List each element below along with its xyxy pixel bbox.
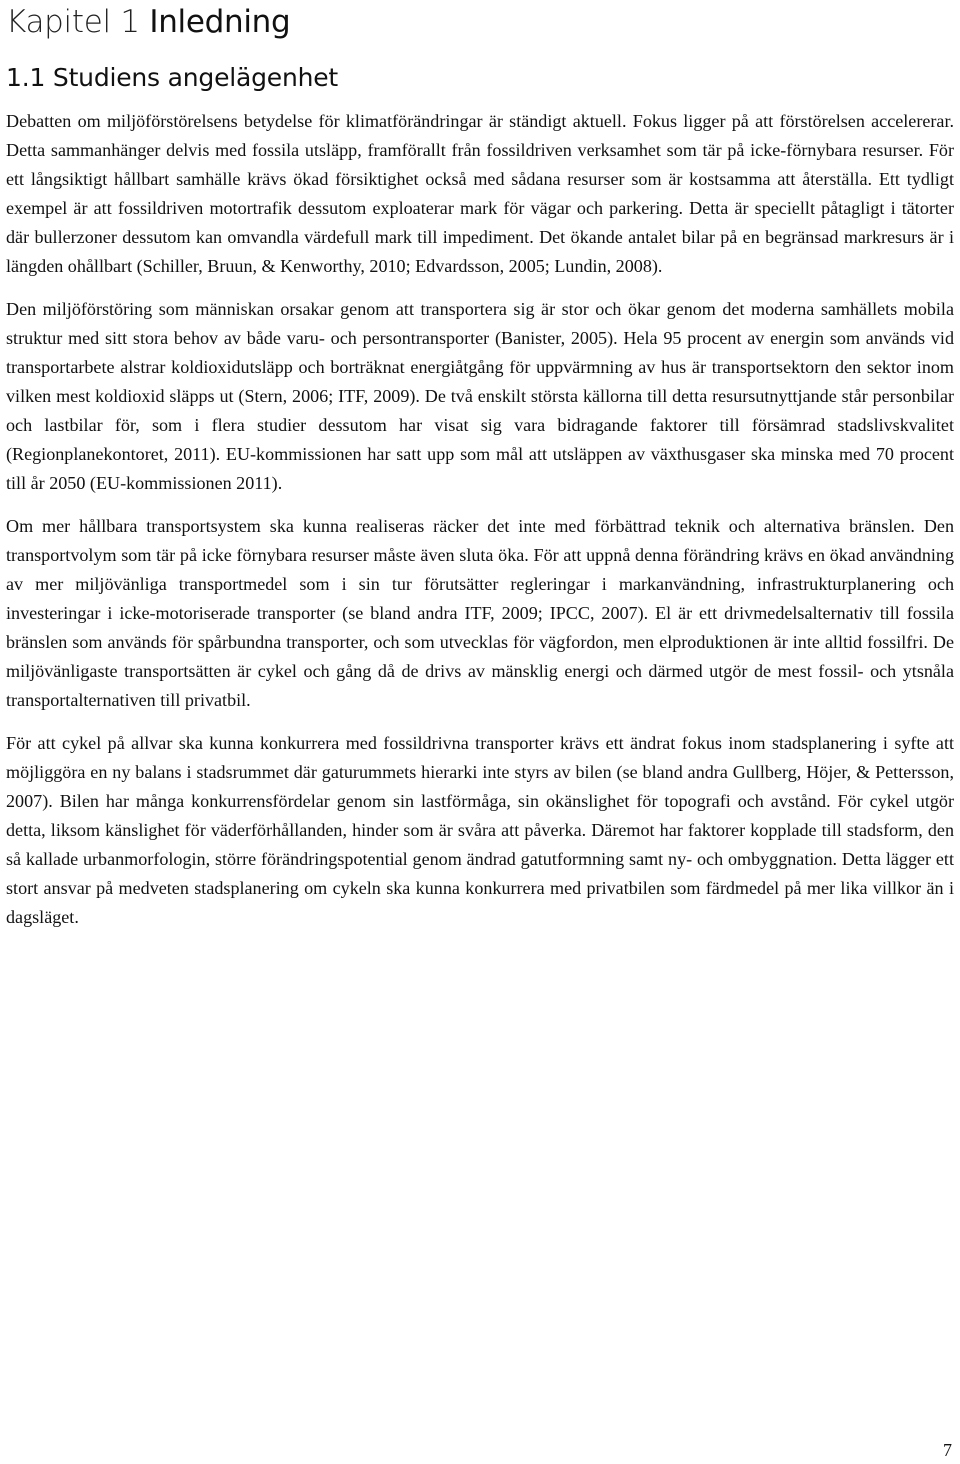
chapter-label: Kapitel 1 [6, 4, 140, 40]
page-number: 7 [943, 1440, 952, 1460]
section-heading: 1.1 Studiens angelägenhet [6, 63, 339, 92]
document-page [6, 0, 954, 932]
chapter-title: Inledning [149, 4, 291, 40]
paragraph-4: För att cykel på allvar ska kunna konkurrera med fossildrivna transporter krävs ett ändrat fokus inom stadsplanering i syfte att möjliggöra en ny balans i stadsrummet där gaturummets hierarki inte styrs av bilen (se bland andra Gullberg, Höjer, & Pettersson, 2007). Bilen har många konkurrensfördelar genom sin lastförmåga, sin okänslighet för topografi och avstånd. För cykel utgör detta, liksom känslighet för väderförhållanden, hinder som är svåra att påverka. Däremot har faktorer kopplade till stadsform, den så kallade urbanmorfologin, större förändringspotential genom ändrad gatutformning samt ny- och ombyggnation. Detta lägger ett stort ansvar på medveten stadsplanering om cykeln ska kunna konkurrera med privatbilen som färdmedel på mer lika villkor än i dagsläget. [6, 733, 954, 927]
chapter-heading [6, 0, 954, 42]
paragraph-2: Den miljöförstöring som människan orsakar genom att transportera sig är stor och ökar genom det moderna samhällets mobila struktur med sitt stora behov av både varu- och persontransporter (Banister, 2005). Hela 95 procent av energin som används vid transportarbete alstrar koldioxidutsläpp och borträknat energiåtgång för uppvärmning av hus är transportsektorn den sektor inom vilken mest koldioxid släpps ut (Stern, 2006; ITF, 2009). De två enskilt största källorna till detta resursutnyttjande står personbilar och lastbilar för, som i flera studier dessutom har visat sig vara bidragande faktorer till försämrad stadslivskvalitet (Regionplanekontoret, 2011). EU-kommissionen har satt upp som mål att utsläppen av växthusgaser ska minska med 70 procent till år 2050 (EU-kommissionen 2011). [6, 299, 954, 493]
paragraph-1: Debatten om miljöförstörelsens betydelse för klimatförändringar är ständigt aktuell. Fokus ligger på att förstörelsen accelererar. Detta sammanhänger delvis med fossila utsläpp, framförallt från fossildriven verksamhet som tär på icke-förnybara resurser. För ett långsiktigt hållbart samhälle krävs ökad försiktighet också med sådana resurser som är kostsamma att återställa. Ett tydligt exempel är att fossildriven motortrafik dessutom exploaterar mark för vägar och parkering. Detta är speciellt påtagligt i tätorter där bullerzoner dessutom kan omvandla värdefull mark till impediment. Det ökande antalet bilar på en begränsad markresurs är i längden ohållbart (Schiller, Bruun, & Kenworthy, 2010; Edvardsson, 2005; Lundin, 2008). [6, 111, 954, 276]
paragraph-3: Om mer hållbara transportsystem ska kunna realiseras räcker det inte med förbättrad teknik och alternativa bränslen. Den transportvolym som tär på icke förnybara resurser måste även sluta öka. För att uppnå denna förändring krävs en ökad användning av mer miljövänliga transportmedel som i sin tur förutsätter regleringar i markanvändning, infrastrukturplanering och investeringar i icke-motoriserade transporter (se bland andra ITF, 2009; IPCC, 2007). El är ett drivmedelsalternativ till fossila bränslen som används för spårbundna transporter, och som utvecklas för vägfordon, men elproduktionen är inte alltid fossilfri. De miljövänligaste transportsätten är cykel och gång då de drivs av mänsklig energi och därmed utgör de mest fossil- och ytsnåla transportalternativen till privatbil. [6, 516, 954, 710]
